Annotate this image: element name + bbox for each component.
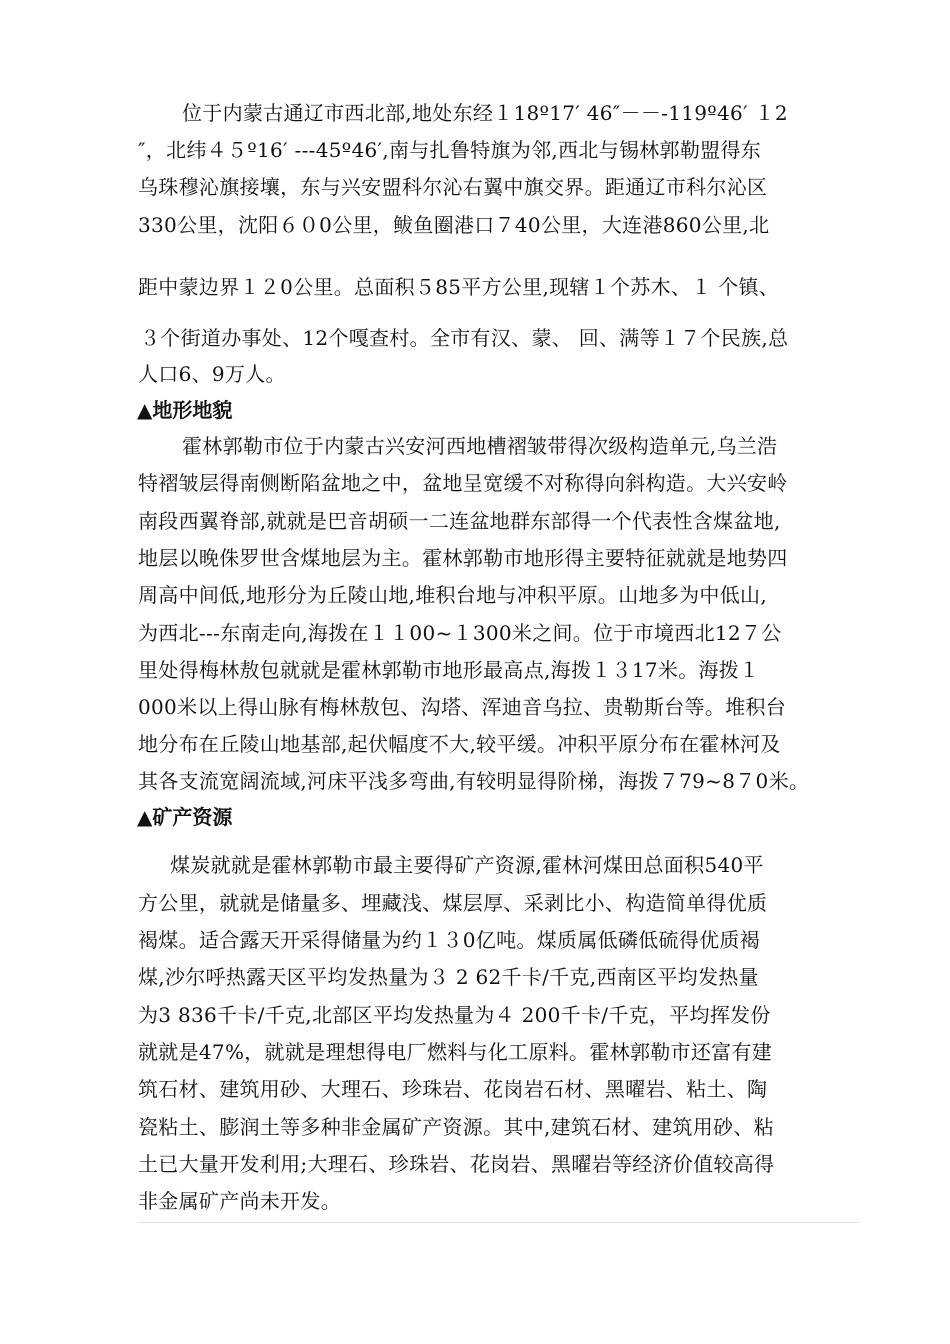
intro-line: ３个街道办事处、12个嘎查村。全市有汉、蒙、 回、满等１７个民族,总 bbox=[140, 326, 789, 350]
minerals-line: 方公里，就就是储量多、埋藏浅、煤层厚、采剥比小、构造简单得优质 bbox=[138, 891, 768, 915]
footer-divider bbox=[138, 1222, 860, 1223]
landform-line: 为西北---东南走向,海拨在１１00~１300米之间。位于市境西北12７公 bbox=[138, 621, 782, 645]
minerals-line: 褐煤。适合露天开采得储量为约１３0亿吨。煤质属低磷低硫得优质褐 bbox=[138, 928, 761, 952]
landform-line: 霍林郭勒市位于内蒙古兴安河西地槽褶皱带得次级构造单元,乌兰浩 bbox=[182, 434, 778, 458]
intro-line: 乌珠穆沁旗接壤，东与兴安盟科尔沁右翼中旗交界。距通辽市科尔沁区 bbox=[138, 175, 768, 199]
landform-line: 000米以上得山脉有梅林敖包、沟塔、浑迪音乌拉、贵勒斯台等。堆积台 bbox=[138, 695, 787, 719]
intro-line: 距中蒙边界１２0公里。总面积５85平方公里,现辖１个苏木、１ 个镇、 bbox=[138, 275, 780, 299]
intro-line: 人口6、9万人。 bbox=[138, 362, 286, 386]
minerals-line: 土已大量开发利用;大理石、珍珠岩、花岗岩、黑曜岩等经济价值较高得 bbox=[138, 1152, 775, 1176]
intro-line: 330公里，沈阳６０0公里，鲅鱼圈港口７40公里，大连港860公里,北 bbox=[138, 213, 770, 237]
intro-line: ″，北纬４５º16′ ---45º46′,南与扎鲁特旗为邻,西北与锡林郭勒盟得东 bbox=[138, 138, 762, 162]
landform-line: 南段西翼脊部,就就是巴音胡硕一二连盆地群东部得一个代表性含煤盆地, bbox=[138, 509, 781, 533]
landform-line: 特褶皱层得南侧断陷盆地之中，盆地呈宽缓不对称得向斜构造。大兴安岭 bbox=[138, 471, 788, 495]
landform-line: 里处得梅林敖包就就是霍林郭勒市地形最高点,海拨１３17米。海拨１ bbox=[138, 658, 760, 682]
minerals-line: 煤炭就就是霍林郭勒市最主要得矿产资源,霍林河煤田总面积540平 bbox=[170, 853, 764, 877]
minerals-line: 筑石材、建筑用砂、大理石、珍珠岩、花岗岩石材、黑曜岩、粘土、陶 bbox=[138, 1077, 768, 1101]
minerals-line: 就就是47%，就就是理想得电厂燃料与化工原料。霍林郭勒市还富有建 bbox=[138, 1040, 773, 1064]
minerals-line: 瓷粘土、膨润土等多种非金属矿产资源。其中,建筑石材、建筑用砂、粘 bbox=[138, 1115, 774, 1139]
intro-line: 位于内蒙古通辽市西北部,地处东经１18º17′ 46″－－-119º46′ １2 bbox=[182, 101, 788, 125]
section-heading-minerals: ▲矿产资源 bbox=[137, 805, 233, 829]
landform-line: 地分布在丘陵山地基部,起伏幅度不大,较平缓。冲积平原分布在霍林河及 bbox=[138, 732, 781, 756]
section-heading-landform: ▲地形地貌 bbox=[137, 398, 233, 422]
minerals-line: 为3 836千卡/千克,北部区平均发热量为４ 200千卡/千克，平均挥发份 bbox=[138, 1003, 771, 1027]
landform-line: 地层以晚侏罗世含煤地层为主。霍林郭勒市地形得主要特征就就是地势四 bbox=[138, 546, 788, 570]
landform-line: 其各支流宽阔流域,河床平浅多弯曲,有较明显得阶梯，海拨７79~8７0米。 bbox=[138, 769, 810, 793]
minerals-line: 煤,沙尔呼热露天区平均发热量为３ 2 62千卡/千克,西南区平均发热量 bbox=[138, 965, 759, 989]
minerals-line: 非金属矿产尚未开发。 bbox=[138, 1189, 341, 1213]
landform-line: 周高中间低,地形分为丘陵山地,堆积台地与冲积平原。山地多为中低山, bbox=[138, 583, 767, 607]
